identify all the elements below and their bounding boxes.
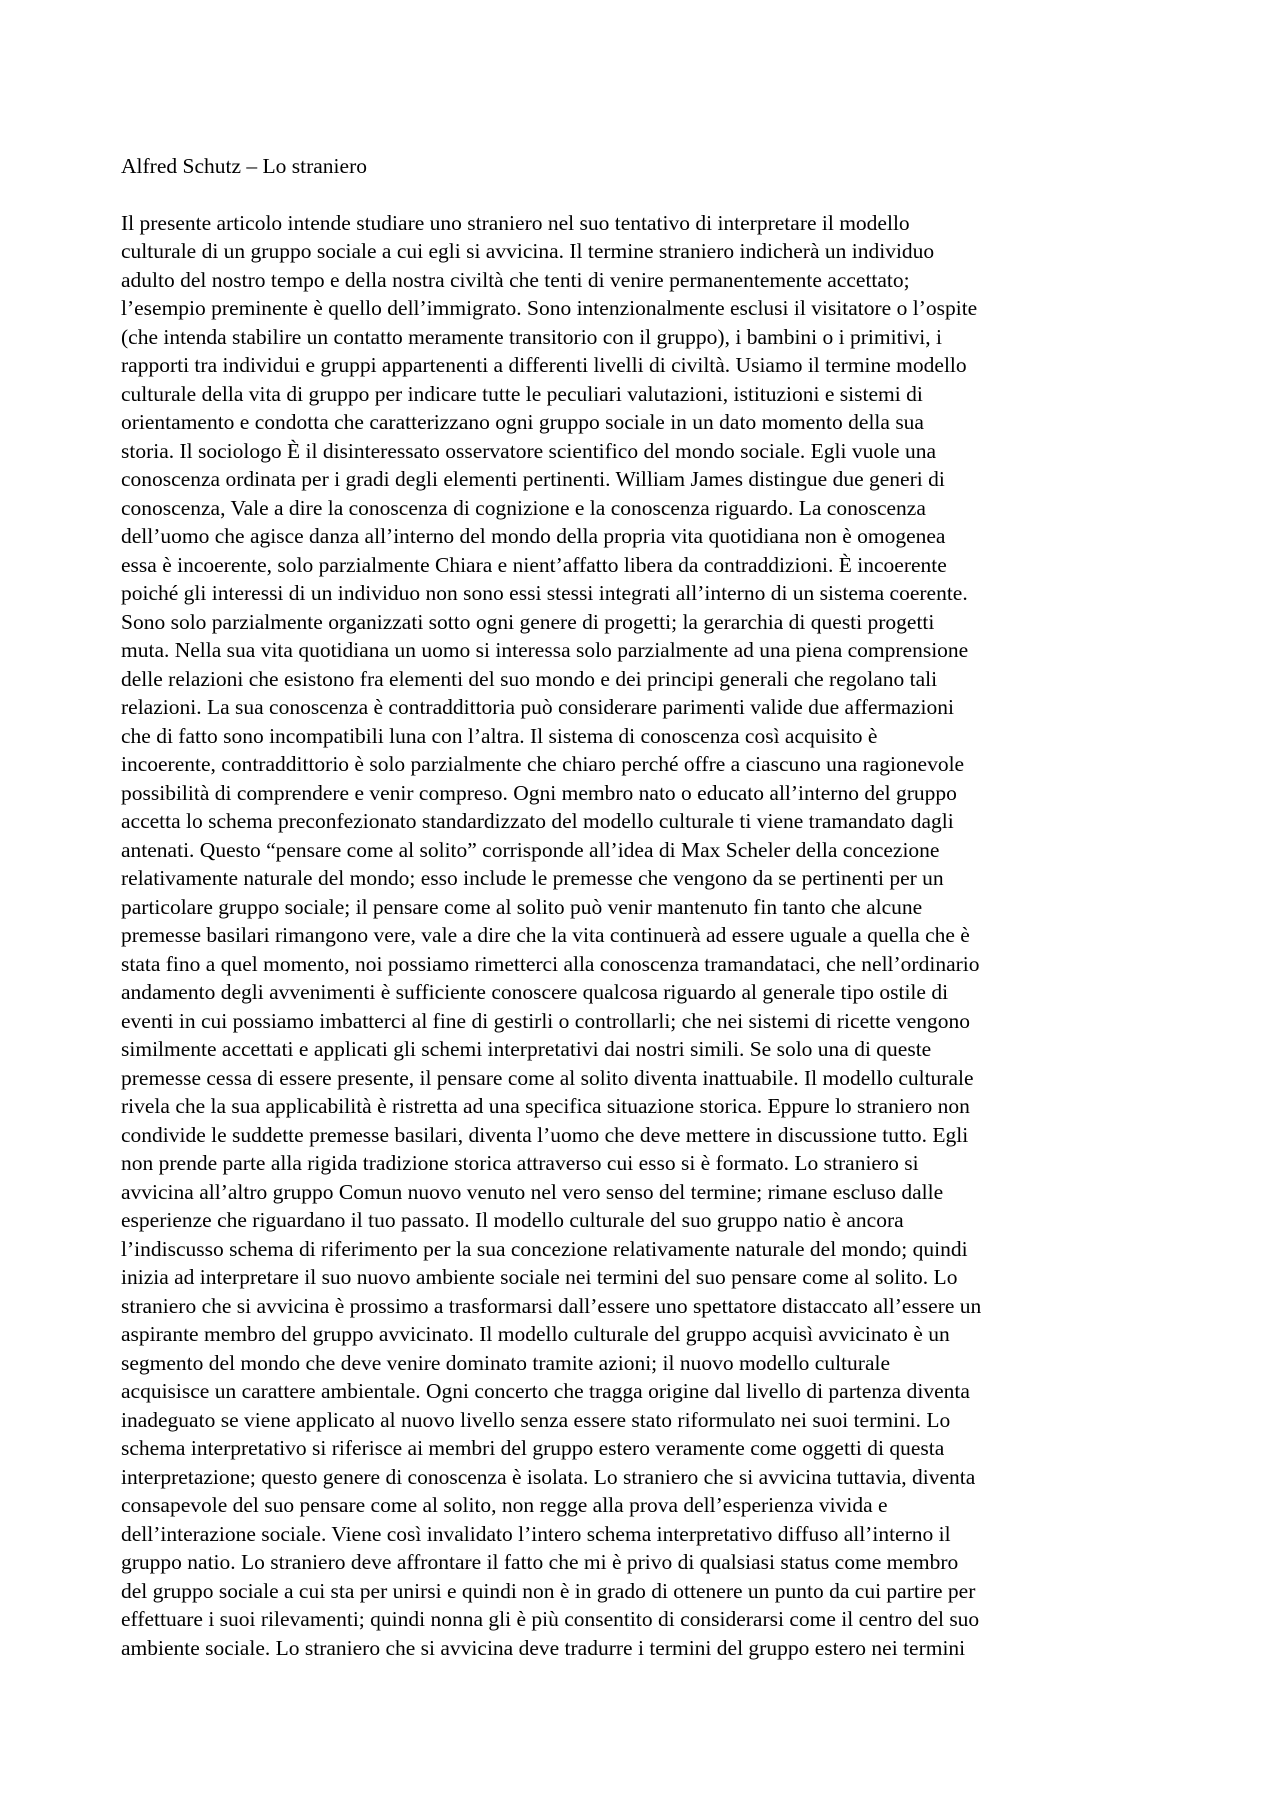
paragraph-line: accetta lo schema preconfezionato standardizzato del modello culturale ti viene tramandato dagli — [121, 809, 954, 833]
paragraph-line: acquisisce un carattere ambientale. Ogni concerto che tragga origine dal livello di partenza diventa — [121, 1379, 970, 1403]
paragraph-line: culturale della vita di gruppo per indicare tutte le peculiari valutazioni, istituzioni e sistemi di — [121, 381, 923, 406]
paragraph-line: inizia ad interpretare il suo nuovo ambiente sociale nei termini del suo pensare come al solito. Lo — [121, 1265, 958, 1289]
paragraph-line: antenati. Questo “pensare come al solito” corrisponde all’idea di Max Scheler della concezione — [121, 837, 940, 862]
paragraph-line: premesse basilari rimangono vere, vale a dire che la vita continuerà ad essere uguale a quella che è — [121, 923, 970, 947]
paragraph-line: consapevole del suo pensare come al solito, non regge alla prova dell’esperienza vivida e — [121, 1493, 888, 1517]
paragraph-line: particolare gruppo sociale; il pensare come al solito può venir mantenuto fin tanto che alcune — [121, 894, 923, 919]
paragraph-line: rapporti tra individui e gruppi appartenenti a differenti livelli di civiltà. Usiamo il termine modello — [121, 353, 967, 377]
paragraph-line: avvicina all’altro gruppo Comun nuovo venuto nel vero senso del termine; rimane escluso dalle — [121, 1179, 944, 1204]
paragraph-line: aspirante membro del gruppo avvicinato. Il modello culturale del gruppo acquisì avvicinato è un — [121, 1322, 950, 1346]
paragraph-line: non prende parte alla rigida tradizione storica attraverso cui esso si è formato. Lo straniero si — [121, 1151, 919, 1175]
paragraph-line: culturale di un gruppo sociale a cui egli si avvicina. Il termine straniero indicherà un individuo — [121, 239, 935, 263]
paragraph-line: gruppo natio. Lo straniero deve affrontare il fatto che mi è privo di qualsiasi status come membro — [121, 1550, 959, 1574]
paragraph-line: poiché gli interessi di un individuo non sono essi stessi integrati all’interno di un sistema coerente. — [121, 581, 968, 605]
paragraph-line: straniero che si avvicina è prossimo a trasformarsi dall’essere uno spettatore distaccato all’essere un — [121, 1293, 982, 1318]
paragraph-line: esperienze che riguardano il tuo passato. Il modello culturale del suo gruppo natio è ancora — [121, 1208, 904, 1232]
document-title: Alfred Schutz – Lo straniero — [121, 154, 367, 178]
paragraph-line: muta. Nella sua vita quotidiana un uomo si interessa solo parzialmente ad una piena comprensione — [121, 638, 969, 662]
paragraph-line: conoscenza ordinata per i gradi degli elementi pertinenti. William James distingue due generi di — [121, 467, 945, 491]
paragraph-line: l’indiscusso schema di riferimento per la sua concezione relativamente naturale del mondo; quindi — [121, 1236, 968, 1261]
paragraph-line: orientamento e condotta che caratterizzano ogni gruppo sociale in un dato momento della sua — [121, 410, 924, 434]
paragraph-line: condivide le suddette premesse basilari, diventa l’uomo che deve mettere in discussione tutto. Egli — [121, 1122, 969, 1147]
document-paragraph — [121, 209, 1171, 1663]
paragraph-line: del gruppo sociale a cui sta per unirsi e quindi non è in grado di ottenere un punto da cui partire per — [121, 1578, 976, 1603]
paragraph-line: eventi in cui possiamo imbatterci al fine di gestirli o controllarli; che nei sistemi di ricette vengono — [121, 1008, 971, 1033]
document-body — [121, 152, 1171, 1662]
paragraph-line: conoscenza, Vale a dire la conoscenza di cognizione e la conoscenza riguardo. La conoscenza — [121, 495, 926, 520]
paragraph-line: inadeguato se viene applicato al nuovo livello senza essere stato riformulato nei suoi termini. Lo — [121, 1407, 951, 1432]
paragraph-line: Sono solo parzialmente organizzati sotto ogni genere di progetti; la gerarchia di questi progetti — [121, 609, 935, 634]
paragraph-line: premesse cessa di essere presente, il pensare come al solito diventa inattuabile. Il modello culturale — [121, 1065, 974, 1090]
paragraph-line: incoerente, contraddittorio è solo parzialmente che chiaro perché offre a ciascuno una ragionevole — [121, 752, 965, 776]
paragraph-line: effettuare i suoi rilevamenti; quindi nonna gli è più consentito di considerarsi come il centro del suo — [121, 1607, 980, 1631]
paragraph-line: storia. Il sociologo È il disinteressato osservatore scientifico del mondo sociale. Egli vuole una — [121, 438, 937, 463]
paragraph-line: dell’uomo che agisce danza all’interno del mondo della propria vita quotidiana non è omogenea — [121, 524, 946, 548]
paragraph-line: similmente accettati e applicati gli schemi interpretativi dai nostri simili. Se solo una di queste — [121, 1037, 932, 1061]
paragraph-line: essa è incoerente, solo parzialmente Chiara e nient’affatto libera da contraddizioni. È incoerente — [121, 552, 947, 577]
paragraph-line: adulto del nostro tempo e della nostra civiltà che tenti di venire permanentemente accettato; — [121, 267, 910, 292]
paragraph-line: segmento del mondo che deve venire dominato tramite azioni; il nuovo modello culturale — [121, 1350, 891, 1375]
paragraph-line: possibilità di comprendere e venir compreso. Ogni membro nato o educato all’interno del gruppo — [121, 780, 957, 805]
paragraph-line: (che intenda stabilire un contatto meramente transitorio con il gruppo), i bambini o i primitivi, i — [121, 324, 942, 349]
paragraph-line: relazioni. La sua conoscenza è contraddittoria può considerare parimenti valide due affermazioni — [121, 695, 954, 719]
paragraph-line: dell’interazione sociale. Viene così invalidato l’intero schema interpretativo diffuso all’interno il — [121, 1521, 951, 1546]
paragraph-line: interpretazione; questo genere di conoscenza è isolata. Lo straniero che si avvicina tuttavia, diventa — [121, 1464, 976, 1489]
paragraph-line: l’esempio preminente è quello dell’immigrato. Sono intenzionalmente esclusi il visitatore o l’ospite — [121, 296, 978, 320]
paragraph-line: schema interpretativo si riferisce ai membri del gruppo estero veramente come oggetti di questa — [121, 1436, 945, 1460]
paragraph-line: delle relazioni che esistono fra elementi del suo mondo e dei principi generali che regolano tali — [121, 666, 938, 691]
paragraph-line: relativamente naturale del mondo; esso include le premesse che vengono da se pertinenti per un — [121, 866, 944, 890]
paragraph-line: ambiente sociale. Lo straniero che si avvicina deve tradurre i termini del gruppo estero nei termini — [121, 1635, 966, 1660]
paragraph-line: andamento degli avvenimenti è sufficiente conoscere qualcosa riguardo al generale tipo ostile di — [121, 980, 949, 1004]
paragraph-line: stata fino a quel momento, noi possiamo rimetterci alla conoscenza tramandataci, che nell’ordinario — [121, 951, 980, 976]
paragraph-line: Il presente articolo intende studiare uno straniero nel suo tentativo di interpretare il modello — [121, 210, 910, 235]
paragraph-line: che di fatto sono incompatibili luna con l’altra. Il sistema di conoscenza così acquisito è — [121, 723, 878, 748]
paragraph-line: rivela che la sua applicabilità è ristretta ad una specifica situazione storica. Eppure lo straniero non — [121, 1094, 970, 1118]
